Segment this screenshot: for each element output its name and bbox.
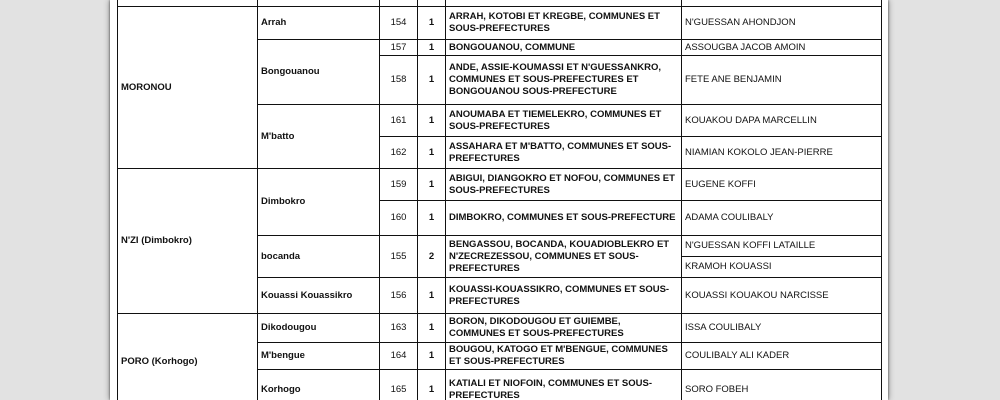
department-cell: Arrah [258,7,380,40]
constituency-code-cell: 157 [380,40,418,56]
constituency-code-cell: 155 [380,236,418,278]
candidate-name-cell: KOUAKOU DAPA MARCELLIN [682,105,882,137]
table-row [118,169,882,201]
seat-count-cell: 1 [418,7,446,40]
table-row [118,7,882,40]
candidate-name-cell: COULIBALY ALI KADER [682,343,882,370]
constituency-description-cell: DIMBOKRO, COMMUNES ET SOUS-PREFECTURE [446,201,682,236]
seat-count-cell: 1 [418,343,446,370]
region-cell: N'ZI (Dimbokro) [118,169,258,314]
seat-count-cell: 1 [418,278,446,314]
candidate-name-cell: N'GUESSAN AHONDJON [682,7,882,40]
seat-count-cell: 1 [418,137,446,169]
department-cell: M'batto [258,105,380,169]
constituency-code-cell: 159 [380,169,418,201]
department-cell: Dikodougou [258,314,380,343]
constituency-description-cell: ANOUMABA ET TIEMELEKRO, COMMUNES ET SOUS-PREFECTURES [446,105,682,137]
region-cell: PORO (Korhogo) [118,314,258,400]
seat-count-cell: 1 [418,169,446,201]
candidate-name-cell: N'GUESSAN KOFFI LATAILLE [682,236,882,257]
department-cell: Kouassi Kouassikro [258,278,380,314]
constituency-description-cell: BORON, DIKODOUGOU ET GUIEMBE, COMMUNES ET SOUS-PREFECTURES [446,314,682,343]
candidate-name-cell: SORO FOBEH [682,370,882,400]
candidate-name-cell: EUGENE KOFFI [682,169,882,201]
candidate-name-cell: ASSOUGBA JACOB AMOIN [682,40,882,56]
document-page [110,0,888,400]
candidate-name-cell: ADAMA COULIBALY [682,201,882,236]
seat-count-cell: 1 [418,40,446,56]
constituency-description-cell: KATIALI ET NIOFOIN, COMMUNES ET SOUS-PREFECTURES [446,370,682,400]
constituency-code-cell: 158 [380,56,418,105]
candidate-name-cell: ISSA COULIBALY [682,314,882,343]
seat-count-cell: 1 [418,314,446,343]
seat-count-cell: 1 [418,201,446,236]
constituency-description-cell: ANDE, ASSIE-KOUMASSI ET N'GUESSANKRO, COMMUNES ET SOUS-PREFECTURES ET BONGOUANOU SOUS-PREFECTURE [446,56,682,105]
constituency-description-cell: BENGASSOU, BOCANDA, KOUADIOBLEKRO ET N'ZECREZESSOU, COMMUNES ET SOUS-PREFECTURES [446,236,682,278]
department-cell: M'bengue [258,343,380,370]
constituency-code-cell: 154 [380,7,418,40]
constituency-code-cell: 163 [380,314,418,343]
department-cell: bocanda [258,236,380,278]
region-cell: MORONOU [118,7,258,169]
constituency-code-cell: 160 [380,201,418,236]
constituency-description-cell: ARRAH, KOTOBI ET KREGBE, COMMUNES ET SOUS-PREFECTURES [446,7,682,40]
constituency-code-cell: 162 [380,137,418,169]
seat-count-cell: 2 [418,236,446,278]
constituency-table [117,0,882,400]
constituency-description-cell: BONGOUANOU, COMMUNE [446,40,682,56]
table-body [118,0,882,400]
constituency-code-cell: 165 [380,370,418,400]
constituency-description-cell: ASSAHARA ET M'BATTO, COMMUNES ET SOUS-PREFECTURES [446,137,682,169]
candidate-name-cell: NIAMIAN KOKOLO JEAN-PIERRE [682,137,882,169]
candidate-name-cell: KRAMOH KOUASSI [682,257,882,278]
constituency-code-cell: 164 [380,343,418,370]
constituency-code-cell: 161 [380,105,418,137]
seat-count-cell: 1 [418,105,446,137]
constituency-code-cell: 156 [380,278,418,314]
candidate-name-cell: KOUASSI KOUAKOU NARCISSE [682,278,882,314]
constituency-description-cell: BOUGOU, KATOGO ET M'BENGUE, COMMUNES ET SOUS-PREFECTURES [446,343,682,370]
seat-count-cell: 1 [418,56,446,105]
constituency-description-cell: ABIGUI, DIANGOKRO ET NOFOU, COMMUNES ET SOUS-PREFECTURES [446,169,682,201]
department-cell: Bongouanou [258,40,380,105]
department-cell: Korhogo [258,370,380,400]
constituency-description-cell: KOUASSI-KOUASSIKRO, COMMUNES ET SOUS-PREFECTURES [446,278,682,314]
table-row [118,314,882,343]
candidate-name-cell: FETE ANE BENJAMIN [682,56,882,105]
seat-count-cell: 1 [418,370,446,400]
department-cell: Dimbokro [258,169,380,236]
